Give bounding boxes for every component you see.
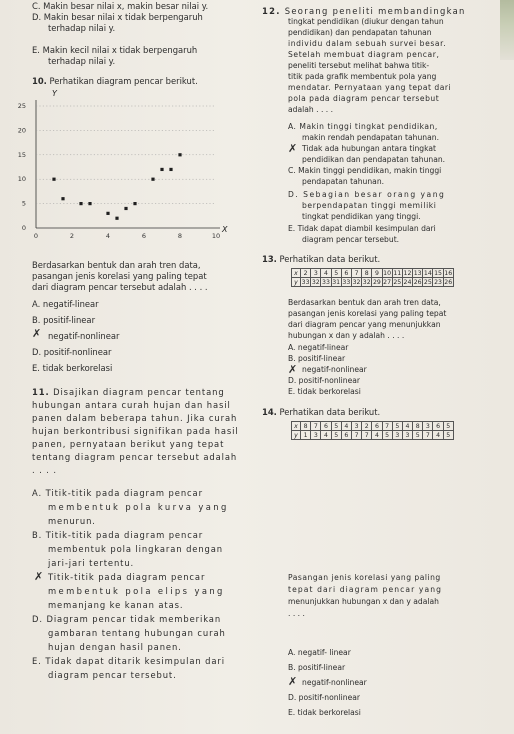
q13-after-line2: pasangan jenis korelasi yang paling tepat <box>288 309 447 318</box>
q11-prompt-line5: panen, pernyataan berikut yang tepat <box>32 439 225 449</box>
scatter-point <box>88 202 91 205</box>
q13-x-cell: 4 <box>321 269 331 278</box>
q14-data-table <box>291 421 454 440</box>
q10-after-line2: pasangan jenis korelasi yang paling tepat <box>32 271 207 281</box>
q12-prompt-line3: pendidikan) dan pendapatan tahunan <box>288 28 432 37</box>
q14-option-d[interactable]: D. positif-nonlinear <box>288 693 361 702</box>
q11-option-d-line3: hujan dengan hasil panen. <box>48 642 182 652</box>
q11-option-b-line3: jari-jari tertentu. <box>48 558 135 568</box>
q13-option-d[interactable]: D. positif-nonlinear <box>288 376 361 385</box>
q12-prompt-line1: 12. Seorang peneliti membandingkan <box>262 6 466 16</box>
q14-y-row <box>292 431 454 440</box>
q14-option-c[interactable]: negatif-nonlinear <box>302 678 367 687</box>
scatter-point <box>61 197 64 200</box>
q13-y-cell: 23 <box>434 278 442 286</box>
q13-text: Perhatikan data berikut. <box>279 254 381 264</box>
q14-prompt <box>262 407 380 417</box>
q14-y-cell: 5 <box>331 431 341 440</box>
q14-x-cell: 5 <box>443 422 453 431</box>
q13-x-row <box>292 269 454 278</box>
q11-prompt-line6: tentang diagram pencar tersebut adalah <box>32 452 238 462</box>
q14-option-b[interactable]: B. positif-linear <box>288 663 346 672</box>
q10-after-line3: dari diagram pencar tersebut adalah . . . . <box>32 282 208 292</box>
scatter-point <box>115 217 118 220</box>
q11-option-a-line3: menurun. <box>48 516 96 526</box>
q12-option-a-line2: makin rendah pendapatan tahunan. <box>302 133 439 142</box>
q13-y-cell: y <box>292 278 301 287</box>
q11-prompt-line3: panen dalam beberapa tahun. Jika curah <box>32 413 238 423</box>
y-tick-label: 0 <box>21 224 26 232</box>
q14-y-cell: y <box>292 431 301 440</box>
q12-number: 12. <box>262 6 281 16</box>
q13-x-cell: 8 <box>362 269 372 278</box>
y-tick-label: 5 <box>21 199 26 208</box>
q14-x-cell: 7 <box>311 422 321 431</box>
q13-x-cell: 16 <box>444 269 453 277</box>
q14-x-cell: 3 <box>351 422 361 431</box>
scatter-point <box>124 207 127 210</box>
q10-text: Perhatikan diagram pencar berikut. <box>49 76 198 86</box>
q14-y-cell: 5 <box>443 431 453 440</box>
q11-prompt-line7: . . . . <box>32 465 57 475</box>
q13-x-cell: 2 <box>301 269 311 278</box>
q12-prompt-line8: mendatar. Pernyataan yang tepat dari <box>288 83 452 92</box>
q13-option-e[interactable]: E. tidak berkorelasi <box>288 387 361 396</box>
x-tick-label: 2 <box>69 232 75 240</box>
scatter-chart <box>14 86 236 246</box>
q14-y-cell: 3 <box>311 431 321 440</box>
q12-option-b-line2: pendidikan dan pendapatan tahunan. <box>302 155 446 164</box>
q11-prompt-line2: hubungan antara curah hujan dan hasil <box>32 400 231 410</box>
q13-prompt <box>262 254 380 264</box>
q14-y-cell: 4 <box>433 431 443 440</box>
q12-option-c-line1[interactable]: C. Makin tinggi pendidikan, makin tinggi <box>288 166 442 175</box>
q10-option-e[interactable]: E. tidak berkorelasi <box>32 363 113 373</box>
q14-x-cell: x <box>292 422 301 431</box>
q13-after-line4: hubungan x dan y adalah . . . . <box>288 331 405 340</box>
q13-y-cell: 33 <box>322 278 330 286</box>
q12-prompt-line5: Setelah membuat diagram pencar, <box>288 50 440 59</box>
q11-option-d-line2: gambaran tentang hubungan curah <box>48 628 226 638</box>
q13-x-cell: 10 <box>383 269 392 277</box>
q11-option-a-line2: membentuk pola kurva yang <box>48 502 229 512</box>
y-axis-label: Y <box>52 89 57 98</box>
q14-x-cell: 4 <box>341 422 351 431</box>
x-tick-label: 0 <box>33 232 39 240</box>
q14-y-cell: 7 <box>362 431 372 440</box>
q13-option-a[interactable]: A. negatif-linear <box>288 343 349 352</box>
x-axis-label: X <box>222 225 228 234</box>
x-tick-label: 10 <box>211 232 221 240</box>
q9-option-c: C. Makin besar nilai x, makin besar nilai y. <box>32 1 209 11</box>
y-tick-label: 10 <box>17 175 26 184</box>
q14-y-cell: 7 <box>423 431 433 440</box>
q14-after-line2: tepat dari diagram pencar yang <box>288 585 443 594</box>
q9-option-d-line1: D. Makin besar nilai x tidak berpengaruh <box>32 12 203 22</box>
q11-prompt-line1: 11. Disajikan diagram pencar tentang <box>32 387 225 397</box>
q13-y-cell: 27 <box>383 278 392 286</box>
q14-x-cell: 4 <box>402 422 412 431</box>
y-tick-label: 20 <box>17 126 26 135</box>
q14-option-e[interactable]: E. tidak berkorelasi <box>288 708 361 717</box>
q13-y-row <box>292 278 454 287</box>
q14-y-cell: 7 <box>351 431 361 440</box>
scatter-point <box>169 168 172 171</box>
q13-y-cell: 24 <box>403 278 412 286</box>
q13-y-cell: 31 <box>332 278 341 286</box>
q13-answer-cross-mark: ✗ <box>288 363 298 376</box>
q14-text: Perhatikan data berikut. <box>279 407 381 417</box>
scatter-point <box>133 202 136 205</box>
q14-y-cell: 6 <box>341 431 351 440</box>
q10-option-a[interactable]: A. negatif-linear <box>32 299 99 309</box>
q13-y-cell: 29 <box>372 278 381 286</box>
q14-answer-cross-mark: ✗ <box>288 675 298 688</box>
q13-y-cell: 32 <box>352 278 361 286</box>
q9-option-d-line2: terhadap nilai y. <box>48 23 116 33</box>
q9-option-e-line1: E. Makin kecil nilai x tidak berpengaruh <box>32 45 198 55</box>
q12-prompt-line9: pola pada diagram pencar tersebut <box>288 94 440 103</box>
scatter-point <box>79 202 82 205</box>
q14-x-cell: 6 <box>372 422 382 431</box>
q13-y-cell: 32 <box>362 278 371 286</box>
q13-x-cell: 3 <box>311 269 321 278</box>
q13-x-cell: 15 <box>434 269 442 277</box>
q13-y-cell: 32 <box>311 278 320 286</box>
q14-y-cell: 5 <box>382 431 392 440</box>
q11-answer-cross-mark: ✗ <box>34 570 44 583</box>
scatter-point <box>178 153 181 156</box>
q13-number: 13. <box>262 254 277 264</box>
scatter-point <box>160 168 163 171</box>
q14-y-cell: 3 <box>392 431 402 440</box>
q13-option-c[interactable]: negatif-nonlinear <box>302 365 367 374</box>
scatter-point <box>106 212 109 215</box>
y-tick-label: 25 <box>17 102 26 110</box>
y-tick-label: 15 <box>17 150 26 159</box>
q12-option-b-line1[interactable]: Tidak ada hubungan antara tingkat <box>302 144 437 153</box>
q13-y-cell: 33 <box>342 278 351 286</box>
q10-answer-cross-mark: ✗ <box>32 327 42 340</box>
x-tick-label: 6 <box>141 232 147 240</box>
q14-x-cell: 6 <box>433 422 443 431</box>
q14-after-line3: menunjukkan hubungan x dan y adalah <box>288 597 439 606</box>
q12-prompt-line2: tingkat pendidikan (diukur dengan tahun <box>288 17 444 26</box>
q12-option-a-line1[interactable]: A. Makin tinggi tingkat pendidikan, <box>288 122 438 131</box>
q12-option-e-line1[interactable]: E. Tidak dapat diambil kesimpulan dari <box>288 224 436 233</box>
q13-x-cell: 13 <box>413 269 422 277</box>
q14-y-cell: 3 <box>402 431 412 440</box>
q13-option-b[interactable]: B. positif-linear <box>288 354 346 363</box>
q10-after-line1: Berdasarkan bentuk dan arah tren data, <box>32 260 201 270</box>
q13-y-cell: 25 <box>393 278 402 286</box>
page-edge-shadow <box>500 0 514 60</box>
q12-prompt-line10: adalah . . . . <box>288 105 334 114</box>
q13-x-cell: 6 <box>341 269 351 278</box>
scatter-point <box>52 178 55 181</box>
q12-option-d-line2: berpendapatan tinggi memiliki <box>302 201 437 210</box>
scatter-point <box>151 178 154 181</box>
q12-option-c-line2: pendapatan tahunan. <box>302 177 385 186</box>
q13-after-line1: Berdasarkan bentuk dan arah tren data, <box>288 298 441 307</box>
q14-y-cell: 5 <box>413 431 423 440</box>
q14-after-line4: . . . . <box>288 609 305 618</box>
q14-after-line1: Pasangan jenis korelasi yang paling <box>288 573 441 582</box>
q13-x-cell: 5 <box>331 269 341 278</box>
q14-x-cell: 7 <box>382 422 392 431</box>
q14-option-a[interactable]: A. negatif- linear <box>288 648 351 657</box>
q14-number: 14. <box>262 407 277 417</box>
q11-option-e-line1[interactable]: E. Tidak dapat ditarik kesimpulan dari <box>32 656 225 666</box>
q14-x-cell: 8 <box>413 422 423 431</box>
q11-prompt-line4: hujan berkontribusi signifikan pada hasil <box>32 426 239 436</box>
x-tick-label: 4 <box>105 232 111 240</box>
q14-y-cell: 4 <box>321 431 331 440</box>
q10-number: 10. <box>32 76 47 86</box>
q13-x-cell: x <box>292 269 301 278</box>
q13-y-cell: 33 <box>301 278 310 286</box>
q14-x-row <box>292 422 454 431</box>
q10-option-d[interactable]: D. positif-nonlinear <box>32 347 112 357</box>
q11-option-c-line1[interactable]: Titik-titik pada diagram pencar <box>48 572 206 582</box>
q11-number: 11. <box>32 387 50 397</box>
q12-prompt-line6: peneliti tersebut melihat bahwa titik- <box>288 61 430 70</box>
q14-x-cell: 5 <box>392 422 402 431</box>
q14-x-cell: 8 <box>301 422 311 431</box>
q14-y-cell: 1 <box>301 431 311 440</box>
q13-x-cell: 14 <box>423 269 432 277</box>
q11-option-b-line1[interactable]: B. Titik-titik pada diagram pencar <box>32 530 204 540</box>
q14-x-cell: 5 <box>331 422 341 431</box>
q12-answer-cross-mark: ✗ <box>288 142 298 155</box>
q14-y-cell: 4 <box>372 431 382 440</box>
q13-y-cell: 25 <box>423 278 432 286</box>
q10-option-c[interactable]: negatif-nonlinear <box>48 331 120 341</box>
q11-option-d-line1[interactable]: D. Diagram pencar tidak memberikan <box>32 614 222 624</box>
q14-x-cell: 3 <box>423 422 433 431</box>
q12-option-d-line3: tingkat pendidikan yang tinggi. <box>302 212 421 221</box>
q13-y-cell: 26 <box>413 278 422 286</box>
q13-after-line3: dari diagram pencar yang menunjukkan <box>288 320 441 329</box>
q12-prompt-line4: individu dalam sebuah survei besar. <box>288 39 447 48</box>
q11-option-c-line2: membentuk pola elips yang <box>48 586 225 596</box>
q14-x-cell: 6 <box>321 422 331 431</box>
q13-data-table <box>291 268 454 287</box>
q12-option-d-line1[interactable]: D. Sebagian besar orang yang <box>288 190 446 199</box>
q13-x-cell: 12 <box>403 269 412 277</box>
q11-option-e-line2: diagram pencar tersebut. <box>48 670 177 680</box>
q12-option-e-line2: diagram pencar tersebut. <box>302 235 400 244</box>
q11-option-b-line2: membentuk pola lingkaran dengan <box>48 544 224 554</box>
q11-option-a-line1[interactable]: A. Titik-titik pada diagram pencar <box>32 488 203 498</box>
x-tick-label: 8 <box>177 232 183 240</box>
q9-option-e-line2: terhadap nilai y. <box>48 56 116 66</box>
q14-x-cell: 2 <box>362 422 372 431</box>
q10-option-b[interactable]: B. positif-linear <box>32 315 96 325</box>
q13-y-cell: 26 <box>444 278 453 286</box>
q12-prompt-line7: titik pada grafik membentuk pola yang <box>288 72 437 81</box>
q13-x-cell: 9 <box>372 269 382 278</box>
q13-x-cell: 7 <box>351 269 361 278</box>
q13-x-cell: 11 <box>393 269 402 277</box>
q10-prompt <box>32 76 198 86</box>
q11-option-c-line3: memanjang ke kanan atas. <box>48 600 184 610</box>
